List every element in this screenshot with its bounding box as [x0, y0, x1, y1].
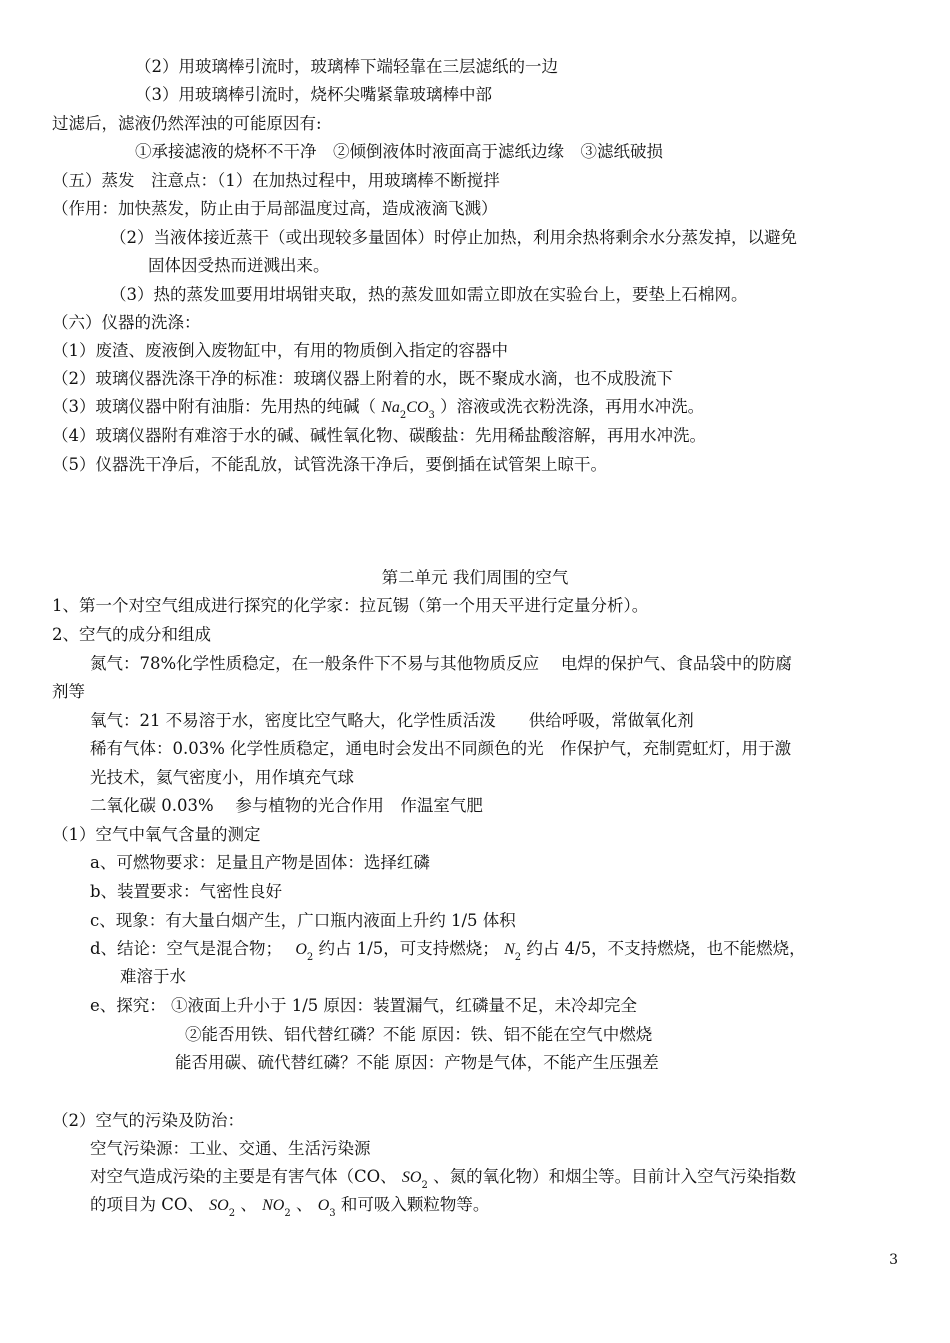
line-evap-2-cont: 固体因受热而迸溅出来。: [148, 256, 330, 275]
line-pollution-heading: （2）空气的污染及防治：: [52, 1111, 244, 1130]
line-nitrogen: 氮气：78%化学性质稳定，在一般条件下不易与其他物质反应 电焊的保护气、食品袋中的防腐: [90, 654, 792, 673]
line-index-items: [90, 1194, 489, 1225]
d-text-b: 约占 1/5，可支持燃烧；: [318, 939, 499, 958]
line-u1: 1、第一个对空气组成进行探究的化学家：拉瓦锡（第一个用天平进行定量分析）。: [52, 596, 649, 615]
d-text-a: d、结论：空气是混合物；: [90, 939, 283, 958]
line-wash-5: （5）仪器洗干净后，不能乱放，试管洗涤干净后，要倒插在试管架上晾干。: [52, 455, 607, 474]
line-e-3: 能否用碳、硫代替红磷？不能 原因：产物是气体，不能产生压强差: [175, 1053, 659, 1072]
formula-na2co3: $Na_2CO_3$: [381, 399, 435, 421]
line-u2: 2、空气的成分和组成: [52, 625, 211, 644]
index-sep-2: 、: [295, 1195, 313, 1214]
line-oxygen: 氧气：21 不易溶于水，密度比空气略大，化学性质活泼 供给呼吸，常做氧化剂: [90, 711, 694, 730]
line-wash-2: （2）玻璃仪器洗涤干净的标准：玻璃仪器上附着的水，既不聚成水滴，也不成股流下: [52, 369, 673, 388]
wash-3-text-a: （3）玻璃仪器中附有油脂：先用热的纯碱（: [52, 397, 376, 416]
line-evap-3: （3）热的蒸发皿要用坩埚钳夹取，热的蒸发皿如需立即放在实验台上，要垫上石棉网。: [110, 285, 748, 304]
line-pollutants: [90, 1166, 796, 1197]
line-nitrogen-cont: 剂等: [52, 682, 85, 701]
line-filter-2: （2）用玻璃棒引流时，玻璃棒下端轻靠在三层滤纸的一边: [135, 57, 558, 76]
line-noble-gas-cont: 光技术，氦气密度小，用作填充气球: [90, 768, 354, 787]
line-filter-3: （3）用玻璃棒引流时，烧杯尖嘴紧靠玻璃棒中部: [135, 85, 492, 104]
line-a: a、可燃物要求：足量且产物是固体：选择红磷: [90, 853, 430, 872]
line-noble-gas: 稀有气体：0.03% 化学性质稳定，通电时会发出不同颜色的光 作保护气，充制霓虹灯，用于激: [90, 739, 792, 758]
line-wash-1: （1）废渣、废液倒入废物缸中，有用的物质倒入指定的容器中: [52, 341, 508, 360]
line-b: b、装置要求：气密性良好: [90, 882, 283, 901]
line-d: [90, 938, 806, 969]
wash-3-text-b: ）溶液或洗衣粉洗涤，再用水冲洗。: [440, 397, 705, 416]
line-wash-4: （4）玻璃仪器附有难溶于水的碱、碱性氧化物、碳酸盐：先用稀盐酸溶解，再用水冲洗。: [52, 426, 706, 445]
line-evap-purpose: （作用：加快蒸发，防止由于局部温度过高，造成液滴飞溅）: [52, 199, 498, 218]
unit-title: 第二单元 我们周围的空气: [381, 568, 569, 587]
formula-no2: $NO_2$: [262, 1197, 291, 1219]
line-c: c、现象：有大量白烟产生，广口瓶内液面上升约 1/5 体积: [90, 911, 516, 930]
formula-so2-b: $SO_2$: [209, 1197, 236, 1219]
index-text-d: 和可吸入颗粒物等。: [340, 1195, 490, 1214]
index-text-a: 的项目为 CO、: [90, 1195, 204, 1214]
line-washing-heading: （六）仪器的洗涤：: [52, 313, 201, 332]
line-oxygen-measure: （1）空气中氧气含量的测定: [52, 825, 261, 844]
formula-o3: $O_3$: [317, 1197, 336, 1219]
line-e-2: ②能否用铁、铝代替红磷？不能 原因：铁、铝不能在空气中燃烧: [185, 1025, 653, 1044]
line-wash-3: [52, 396, 704, 427]
line-causes-list: ①承接滤液的烧杯不干净 ②倾倒液体时液面高于滤纸边缘 ③滤纸破损: [135, 142, 663, 161]
d-text-c: 约占 4/5，不支持燃烧，也不能燃烧，: [526, 939, 806, 958]
line-co2: 二氧化碳 0.03% 参与植物的光合作用 作温室气肥: [90, 796, 483, 815]
page-number: 3: [889, 1252, 898, 1268]
line-d-cont: 难溶于水: [120, 967, 186, 986]
formula-o2: $O_2$: [295, 941, 314, 963]
line-evap-2: （2）当液体接近蒸干（或出现较多量固体）时停止加热，利用余热将剩余水分蒸发掉，以避免: [110, 228, 797, 247]
line-turbid-causes: 过滤后，滤液仍然浑浊的可能原因有:: [52, 114, 322, 133]
index-sep-1: 、: [240, 1195, 257, 1214]
formula-n2: $N_2$: [504, 941, 522, 963]
pollutants-text-b: 、氮的氧化物）和烟尘等。目前计入空气污染指数: [433, 1167, 797, 1186]
pollutants-text-a: 对空气造成污染的主要是有害气体（CO、: [90, 1167, 397, 1186]
line-evaporation: （五）蒸发 注意点：（1）在加热过程中，用玻璃棒不断搅拌: [52, 171, 500, 190]
formula-so2: $SO_2$: [401, 1169, 428, 1191]
line-e: e、探究： ①液面上升小于 1/5 原因：装置漏气，红磷量不足，未冷却完全: [90, 996, 638, 1015]
line-pollution-sources: 空气污染源：工业、交通、生活污染源: [90, 1139, 371, 1158]
